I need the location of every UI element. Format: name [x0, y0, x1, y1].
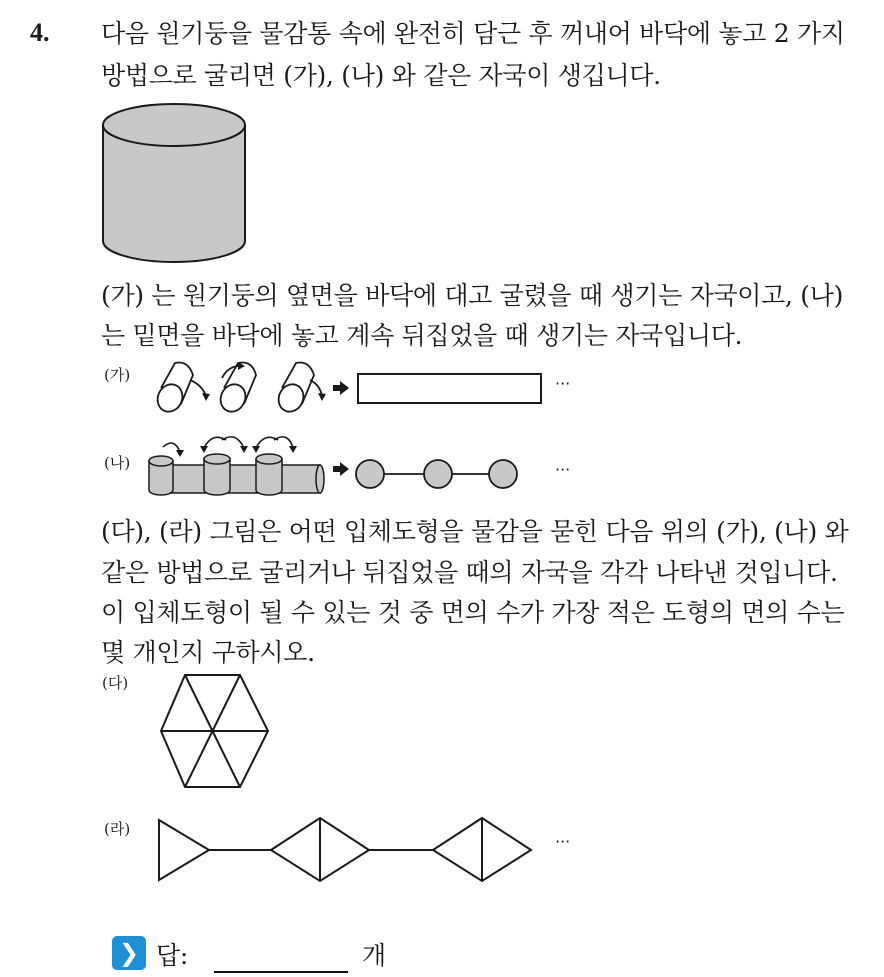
label-da: (다): [102, 674, 129, 692]
task-line-3: 이 입체도형이 될 수 있는 것 중 면의 수가 가장 적은 도형의 면의 수는: [101, 598, 845, 627]
explain-line-2: 는 밑면을 바닥에 놓고 계속 뒤집었을 때 생기는 자국입니다.: [101, 321, 743, 350]
label-na: (나): [104, 454, 131, 472]
question-line-1: 다음 원기둥을 물감통 속에 완전히 담근 후 꺼내어 바닥에 놓고 2 가지: [101, 19, 845, 48]
answer-label: 답:: [156, 941, 188, 970]
task-line-2: 같은 방법으로 굴리거나 뒤집었을 때의 자국을 각각 나타낸 것입니다.: [101, 558, 838, 587]
answer-blank[interactable]: [214, 971, 348, 973]
task-line-1: (다), (라) 그림은 어떤 입체도형을 물감을 묻힌 다음 위의 (가), (나) 와: [101, 517, 849, 546]
question-line-2: 방법으로 굴리면 (가), (나) 와 같은 자국이 생깁니다.: [101, 61, 661, 90]
ellipsis-ga: ···: [555, 374, 571, 393]
ellipsis-ra: ···: [555, 832, 571, 851]
answer-unit: 개: [362, 941, 386, 970]
chevron-right-icon: ❯: [112, 936, 146, 970]
question-number: 4.: [30, 18, 50, 47]
ellipsis-na: ···: [555, 460, 571, 479]
explain-line-1: (가) 는 원기둥의 옆면을 바닥에 대고 굴렸을 때 생기는 자국이고, (나): [101, 281, 844, 310]
label-ra: (라): [104, 820, 131, 838]
task-line-4: 몇 개인지 구하시오.: [101, 638, 315, 667]
label-ga: (가): [104, 366, 131, 384]
